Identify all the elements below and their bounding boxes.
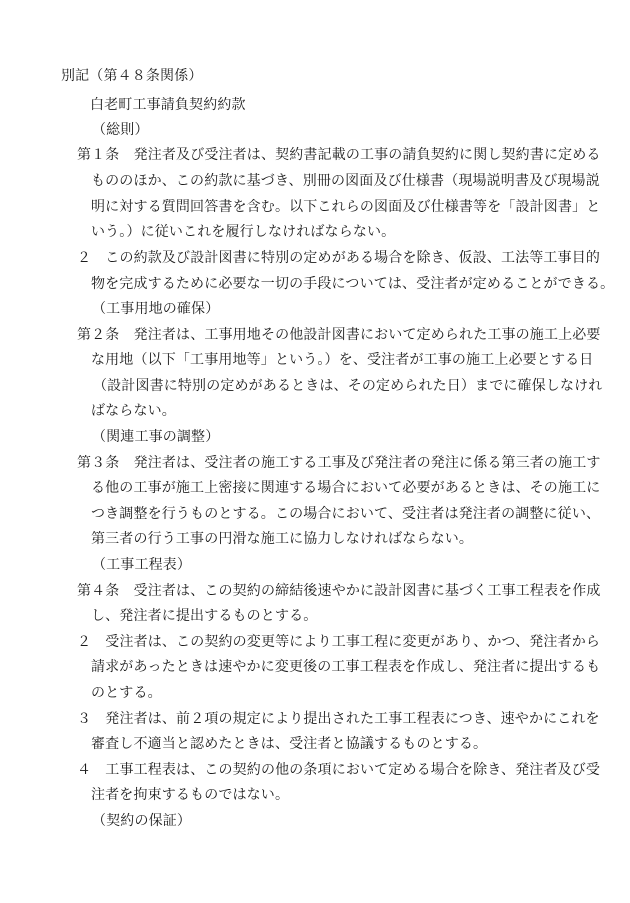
article-4-para-4-line-1: ４ 工事工程表は、この契約の他の条項において定める場合を除き、発注者及び受 [77, 762, 600, 778]
article-2-line-1: 第２条 発注者は、工事用地その他設計図書において定められた工事の施工上必要 [77, 327, 601, 343]
document-title: 白老町工事請負契約約款 [90, 97, 246, 113]
article-1-line-3: 明に対する質問回答書を含む。以下これらの図面及び仕様書等を「設計図書」と [91, 199, 601, 215]
article-2-line-3: （設計図書に特別の定めがあるときは、その定められた日）までに確保しなけれ [93, 378, 603, 394]
article-4-para-2-line-2: 請求があったときは速やかに変更後の工事工程表を作成し、発注者に提出するも [91, 659, 601, 675]
section-heading: （関連工事の調整） [92, 429, 220, 445]
section-heading: （工事工程表） [92, 557, 192, 573]
article-1-para-2-line-1: ２ この約款及び設計図書に特別の定めがある場合を除き、仮設、工法等工事目的 [77, 250, 600, 266]
section-heading: （契約の保証） [92, 813, 192, 829]
article-4-para-3-line-1: ３ 発注者は、前２項の規定により提出された工事工程表につき、速やかにこれを [77, 711, 600, 727]
article-3-line-1: 第３条 発注者は、受注者の施工する工事及び発注者の発注に係る第三者の施工す [77, 455, 601, 471]
article-1-line-4: いう。）に従いこれを履行しなければならない。 [91, 224, 396, 240]
article-3-line-3: つき調整を行うものとする。この場合において、受注者は発注者の調整に従い、 [91, 506, 601, 522]
article-3-line-4: 第三者の行う工事の円滑な施工に協力しなければならない。 [91, 531, 474, 547]
article-4-para-4-line-2: 注者を拘束するものではない。 [91, 787, 290, 803]
article-4-line-2: し、発注者に提出するものとする。 [91, 608, 318, 624]
article-4-para-2-line-3: のとする。 [91, 685, 162, 701]
article-3-line-2: る他の工事が施工上密接に関連する場合において必要があるときは、その施工に [91, 480, 601, 496]
section-heading: （総則） [92, 122, 149, 138]
article-2-line-4: ばならない。 [91, 403, 176, 419]
section-heading: （工事用地の確保） [92, 301, 220, 317]
article-4-line-1: 第４条 受注者は、この契約の締結後速やかに設計図書に基づく工事工程表を作成 [77, 583, 601, 599]
article-4-para-3-line-2: 審査し不適当と認めたときは、受注者と協議するものとする。 [91, 736, 488, 752]
header-note: 別記（第４８条関係） [61, 68, 203, 84]
article-1-line-2: もののほか、この約款に基づき、別冊の図面及び仕様書（現場説明書及び現場説 [91, 173, 600, 189]
article-1-para-2-line-2: 物を完成するために必要な一切の手段については、受注者が定めることができる。 [91, 276, 615, 292]
article-2-line-2: な用地（以下「工事用地等」という。）を、受注者が工事の施工上必要とする日 [91, 352, 594, 368]
article-1-line-1: 第１条 発注者及び受注者は、契約書記載の工事の請負契約に関し契約書に定める [77, 147, 601, 163]
article-4-para-2-line-1: ２ 受注者は、この契約の変更等により工事工程に変更があり、かつ、発注者から [77, 634, 600, 650]
